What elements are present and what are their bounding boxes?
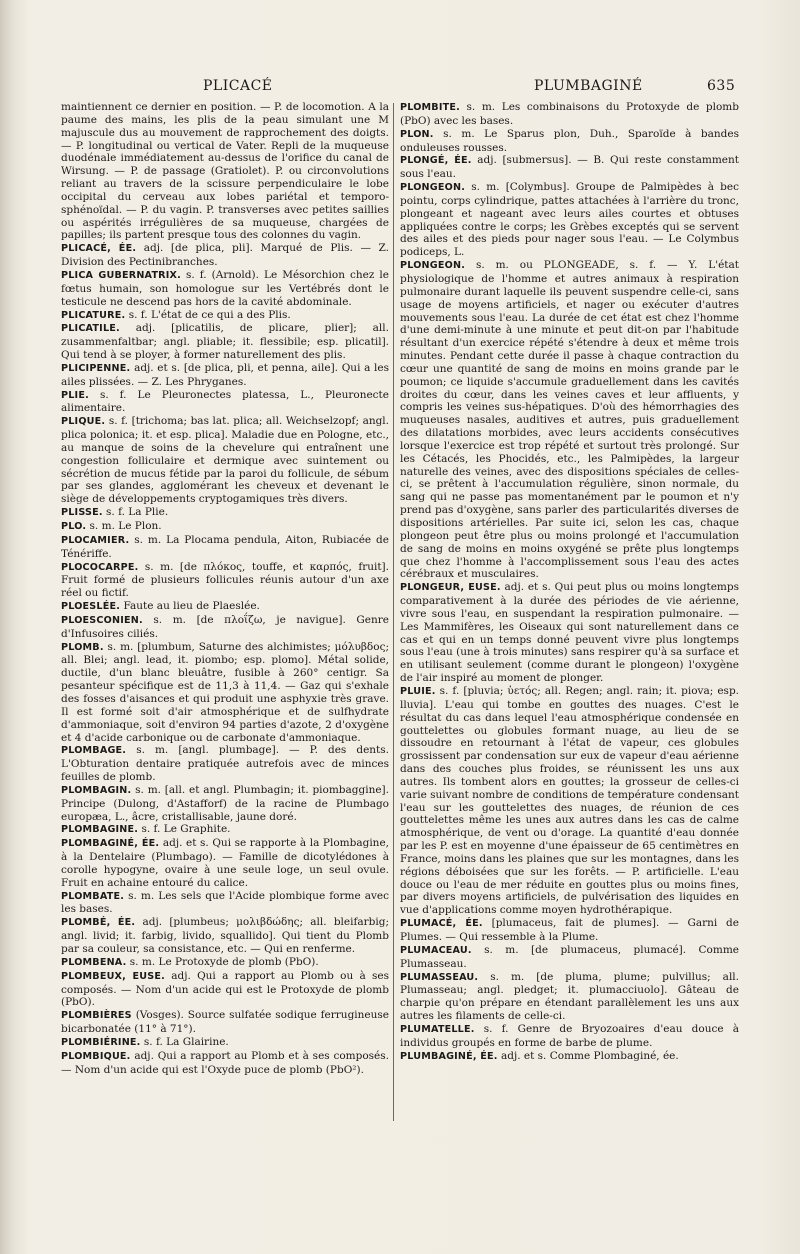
- entry-headword: PLONGÉ, ÉE.: [400, 155, 472, 167]
- dictionary-entry: [61, 309, 389, 323]
- entry-headword: PLUMACEAU.: [400, 944, 472, 956]
- entry-headword: PLONGEUR, EUSE.: [400, 582, 501, 594]
- entry-headword: PLIE.: [61, 389, 89, 401]
- dictionary-entry: [61, 970, 389, 1010]
- dictionary-entry: [61, 415, 389, 506]
- dictionary-entry: [61, 242, 389, 269]
- entry-headword: PLOCOCARPE.: [61, 561, 139, 573]
- entry-headword: PLOMBAGIN.: [61, 784, 132, 796]
- entry-headword: PLOMBENA.: [61, 956, 127, 968]
- entry-definition: adj. et s. [de plica, pli, et penna, aile]. Qui a les ailes plissées. — Z. Les Phryganes.: [61, 361, 389, 388]
- entry-headword: PLICATURE.: [61, 309, 126, 321]
- dictionary-entry: [61, 561, 389, 601]
- column-divider: [393, 103, 394, 1121]
- entry-definition: s. f. (Arnold). Le Mésorchion chez le fœtus humain, son homologue sur les Vertébrés dont le testicule ne descend pas hors de la cavité abdominale.: [61, 268, 389, 308]
- entry-headword: PLUMBAGINÉ, ÉE.: [400, 1050, 498, 1062]
- entry-headword: PLOMBAGE.: [61, 745, 127, 757]
- dictionary-entry: [400, 259, 739, 581]
- dictionary-entry: [61, 1050, 389, 1077]
- entry-definition: s. m. [angl. plumbage]. — P. des dents. L'Obturation dentaire pratiquée autrefois avec de minces feuilles de plomb.: [61, 744, 390, 784]
- entry-definition: s. m. [de plumaceus, plumacé]. Comme Plumasseau.: [400, 943, 739, 970]
- dictionary-entry: [400, 128, 739, 155]
- entry-headword: PLOMBEUX, EUSE.: [61, 970, 165, 982]
- entry-definition: s. m. [de pluma, plume; pulvillus; all. Plumasseau; angl. pledget; it. plumacciuolo]. Gâteau de charpie qu'on prépare en étendant parallèlement les uns aux autres les filaments de celle-ci.: [400, 970, 739, 1023]
- dictionary-entry: [400, 181, 739, 259]
- entry-definition: s. m. [de πλοΐζω, je navigue]. Genre d'Infusoires ciliés.: [61, 613, 389, 640]
- entry-definition: s. f. Le Pleuronectes platessa, L., Pleuronecte alimentaire.: [61, 388, 389, 415]
- dictionary-entry: [61, 389, 389, 416]
- entry-definition: maintiennent ce dernier en position. — P. de locomotion. A la paume des mains, les plis de la peau simulant une M majuscule dus au mouvement de rapprochement des doigts. — P. longitudinal ou vertical de Vater. Repli de la muqueuse duodénale immédiatement au-dessus de l'orifice du canal de Wirsung. — P. de passage (Gratiolet). P. ou circonvolutions reliant au travers de la scissure perpendiculaire le lobe occipital du cerveau aux lobes pariétal et temporo-sphénoïdal. — P. du vagin. P. transverses avec petites saillies ou aspérités irrégulières de sa muqueuse, chargées de papilles; ils partent presque tous des colonnes du vagin.: [61, 101, 389, 242]
- dictionary-entry: [61, 744, 389, 784]
- entry-headword: PLO.: [61, 521, 87, 532]
- dictionary-entry: [61, 823, 389, 837]
- dictionary-entry: [61, 506, 389, 520]
- entry-definition: [plumaceus, fait de plumes]. — Garni de Plumes. — Qui ressemble à la Plume.: [400, 917, 739, 943]
- entry-definition: adj. et s. Qui se rapporte à la Plombagine, à la Dentelaire (Plumbago). — Famille de dicotylédones à corolle hypogyne, ovaire à une seule loge, un seul ovule. Fruit en achaine entouré du calice.: [61, 837, 389, 889]
- dictionary-entry: [400, 685, 739, 917]
- entry-headword: PLISSE.: [61, 507, 103, 519]
- entry-definition: adj. et s. Qui peut plus ou moins longtemps comparativement à la durée des périodes de vie aérienne, vivre sous l'eau, en suspendant la respiration pulmonaire. — Les Mammifères, les Oiseaux qui sont naturellement dans ce cas et qui en un temps donné peuvent vivre plus longtemps sous l'eau (une à trois minutes) sans respirer qu'à sa surface et en utilisant seulement (comme durant le plongeon) l'oxygène de l'air inspiré au moment de plonger.: [400, 581, 739, 685]
- dictionary-entry: [400, 944, 739, 971]
- entry-headword: PLIQUE.: [61, 416, 106, 428]
- dictionary-entry: [400, 917, 739, 944]
- entry-definition: s. m. Le Sparus plon, Duh., Sparoïde à bandes onduleuses rousses.: [400, 127, 739, 154]
- entry-definition: s. m. [all. et angl. Plumbagin; it. piombaggine]. Principe (Dulong, d'Astafforf) de la racine de Plumbago europæa, L., âcre, cristallisable, jaune doré.: [61, 783, 389, 823]
- dictionary-entry: [400, 1023, 739, 1050]
- dictionary-entry: [400, 1050, 739, 1064]
- entry-definition: adj. [submersus]. — B. Qui reste constamment sous l'eau.: [400, 154, 739, 181]
- entry-definition: adj. et s. Comme Plombaginé, ée.: [500, 1049, 679, 1062]
- entry-headword: PLUMASSEAU.: [400, 971, 479, 983]
- entry-headword: PLUMACÉ, ÉE.: [400, 918, 483, 930]
- dictionary-entry: [61, 600, 389, 614]
- entry-headword: PLOMBÉ, ÉE.: [61, 917, 136, 929]
- dictionary-entry: [61, 916, 389, 956]
- entry-definition: adj. Qui a rapport au Plomb ou à ses composés. — Nom d'un acide qui est le Protoxyde de plomb (PbO).: [61, 969, 390, 1009]
- dictionary-entry: [400, 581, 739, 685]
- entry-headword: PLICATILE.: [61, 323, 120, 335]
- right-column: [400, 101, 739, 1063]
- entry-definition: adj. [plumbeus; μολιβδώδης; all. bleifarbig; angl. livid; it. farbig, livido, squallido]. Qui tient du Plomb par sa couleur, sa consistance, etc. — Qui en renferme.: [61, 916, 389, 955]
- entry-definition: s. f. Le Graphite.: [141, 823, 231, 836]
- dictionary-entry: [400, 971, 739, 1023]
- entry-definition: adj. Qui a rapport au Plomb et à ses composés. — Nom d'un acide qui est l'Oxyde puce de plomb (PbO²).: [61, 1049, 389, 1076]
- entry-headword: PLOMBIÈRES: [61, 1010, 132, 1022]
- entry-headword: PLOMBATE.: [61, 890, 125, 902]
- entry-definition: s. m. [Colymbus]. Groupe de Palmipèdes à bec pointu, corps cylindrique, pattes attachées à l'arrière du tronc, plongeant et nageant avec leurs ailes courtes et obtuses appliquées contre le corps; les Grèbes exceptés qui se servent des ailes et des pieds pour nager sous l'eau. — Le Colymbus podiceps, L.: [400, 181, 739, 259]
- entry-definition: s. f. La Glairine.: [143, 1035, 229, 1048]
- left-running-title: PLICACÉ: [203, 78, 273, 94]
- entry-headword: PLON.: [400, 128, 434, 140]
- dictionary-entry: [61, 1009, 389, 1036]
- entry-definition: adj. [de plica, pli]. Marqué de Plis. — Z. Division des Pectinibranches.: [61, 242, 389, 269]
- entry-headword: PLICA GUBERNATRIX.: [61, 269, 181, 281]
- entry-headword: PLOMBAGINE.: [61, 824, 139, 836]
- entry-headword: PLOMBITE.: [400, 102, 460, 113]
- entry-headword: PLONGEON.: [400, 182, 466, 194]
- dictionary-entry: [61, 614, 389, 641]
- dictionary-entry: [61, 101, 389, 242]
- entry-definition: s. m. La Plocama pendula, Aiton, Rubiacée de Ténériffe.: [61, 533, 389, 560]
- dictionary-entry: [61, 534, 389, 561]
- entry-definition: Faute au lieu de Plaeslée.: [123, 600, 260, 613]
- entry-headword: PLOESCONIEN.: [61, 614, 143, 626]
- dictionary-entry: [400, 101, 739, 128]
- entry-definition: s. f. Genre de Bryozoaires d'eau douce à individus groupés en forme de barbe de plume.: [400, 1022, 739, 1049]
- entry-headword: PLONGEON.: [400, 260, 466, 272]
- entry-definition: s. m. Les sels que l'Acide plombique forme avec les bases.: [61, 889, 389, 916]
- entry-headword: PLICACÉ, ÉE.: [61, 243, 137, 255]
- dictionary-entry: [61, 362, 389, 389]
- dictionary-entry: [61, 784, 389, 824]
- page-number: 635: [707, 78, 736, 94]
- entry-headword: PLOMBAGINÉ, ÉE.: [61, 838, 160, 850]
- entry-headword: PLICIPENNE.: [61, 362, 131, 374]
- entry-definition: s. m. [de πλόκος, touffe, et καρπός, fruit]. Fruit formé de plusieurs follicules réunis autour d'un axe réel ou fictif.: [61, 560, 389, 600]
- running-header: [0, 74, 800, 96]
- entry-headword: PLOESLÉE.: [61, 601, 121, 613]
- dictionary-entry: [61, 520, 389, 534]
- entry-headword: PLOCAMIER.: [61, 534, 130, 546]
- entry-definition: s. f. [pluvia; ὑετός; all. Regen; angl. rain; it. piova; esp. lluvia]. L'eau qui tombe en gouttes des nuages. C'est le résultat du cas dans lequel l'eau atmosphérique condensée en gouttelettes ou globules formant nuage, au lieu de se dissoudre en retournant à l'état de vapeur, ces globules grossissent par condensation sur eux de vapeur d'eau aérienne dans des couches plus froides, se réunissent les uns aux autres. Ils tombent alors en gouttes; la grosseur de celles-ci varie suivant nombre de conditions de température condensant l'eau sur les gouttelettes des nuages, de réunion de ces gouttelettes même les unes aux autres dans les cas de calme atmosphérique, de vent ou d'orage. La quantité d'eau donnée par les P. est en moyenne d'une épaisseur de 65 centimètres en France, moins dans les plaines que sur les montagnes, dans les régions déboisées que sur les forêts. — P. artificielle. L'eau douce ou l'eau de mer réduite en gouttes plus ou moins fines, par divers moyens artificiels, de pulvérisation des liquides en vue d'applications comme moyen hydrothérapique.: [400, 684, 740, 917]
- entry-definition: s. f. La Plie.: [106, 506, 169, 519]
- entry-headword: PLOMBIQUE.: [61, 1050, 131, 1062]
- dictionary-entry: [61, 956, 389, 970]
- entry-headword: PLOMBIÉRINE.: [61, 1036, 141, 1048]
- left-column: [61, 101, 389, 1076]
- entry-definition: adj. [plicatilis, de plicare, plier]; all. zusammenfaltbar; angl. pliable; it. flessibile; esp. plicatil]. Qui tend à se ployer, à former naturellement des plis.: [61, 322, 389, 362]
- dictionary-entry: [61, 837, 389, 889]
- entry-headword: PLUIE.: [400, 685, 436, 697]
- dictionary-entry: [61, 890, 389, 917]
- entry-definition: (Vosges). Source sulfatée sodique ferrugineuse bicarbonatée (11° à 71°).: [61, 1009, 389, 1036]
- right-running-title: PLUMBAGINÉ: [534, 78, 643, 94]
- entry-definition: s. f. L'état de ce qui a des Plis.: [128, 308, 291, 321]
- entry-definition: s. f. [trichoma; bas lat. plica; all. Weichselzopf; angl. plica polonica; it. et esp. plica]. Maladie due en Pologne, etc., au manque de soins de la chevelure qui entraînent une congestion folliculaire et dermique avec suintement ou sécrétion de mucus fétide par la paroi du follicule, de sébum par ses glandes, agglomérant les cheveux et devenant le siège de développements cryptogamiques très divers.: [61, 415, 390, 506]
- entry-definition: s. m. [plumbum, Saturne des alchimistes; μόλυβδος; all. Blei; angl. lead, it. piombo; esp. plomo]. Métal solide, ductile, d'un blanc bleuâtre, fusible à 260° centigr. Sa pesanteur spécifique est de 11,3 à 11,4. — Gaz qui s'exhale des fosses d'aisances et qui produit une asphyxie très grave. Il est formé soit d'air atmosphérique et de sulfhydrate d'ammoniaque, soit d'environ 94 parties d'azote, 2 d'oxygène et 4 d'acide carbonique ou de carbonate d'ammoniaque.: [61, 640, 389, 744]
- dictionary-entry: [400, 154, 739, 181]
- dictionary-entry: [61, 641, 389, 745]
- entry-definition: s. m. Le Plon.: [89, 520, 162, 532]
- dictionary-entry: [61, 1036, 389, 1050]
- entry-definition: s. m. Le Protoxyde de plomb (PbO).: [129, 955, 319, 968]
- dictionary-entry: [61, 322, 389, 362]
- entry-definition: s. m. ou PLONGEADE, s. f. — Y. L'état physiologique de l'homme et autres animaux à respiration pulmonaire durant laquelle ils peuvent suspendre celle-ci, sans usage de moyens artificiels, et nager ou exécuter d'autres mouvements sous l'eau. La durée de cet état est chez l'homme d'une demi-minute à une minute et peut dit-on par l'habitude résultant d'un exercice répété s'étendre à deux et même trois minutes. Pendant cette durée il passe à chaque contraction du cœur une quantité de sang de moins en moins grande par le poumon; ce liquide s'accumule graduellement dans les cavités droites du cœur, dans les veines caves et leur affluents, y compris les veines sus-hépatiques. D'où des hémorrhagies des muqueuses nasales, auditives et autres, puis graduellement des dilatations morbides, avec leurs accidents consécutives lorsque l'exercice est trop répété et surtout très prolongé. Sur les Cétacés, les Phocidés, etc., les Palmipèdes, la largeur naturelle des veines, avec des dispositions spéciales de celles-ci, se prêtent à l'accumulation régulière, sinon normale, du sang qui ne passe pas momentanément par le poumon et n'y prend pas d'oxygène, sans parler des particularités diverses de dispositions artérielles. Par suite ici, selon les cas, chaque plongeon peut être plus ou moins prolongé et l'accumulation de sang de moins en moins oxygéné se prête plus longtemps que chez l'homme à l'accomplissement sous l'eau des actes cérébraux et musculaires.: [400, 259, 739, 581]
- dictionary-entry: [61, 269, 389, 309]
- entry-definition: s. m. Les combinaisons du Protoxyde de plomb (PbO) avec les bases.: [400, 101, 739, 127]
- entry-headword: PLUMATELLE.: [400, 1023, 475, 1035]
- entry-headword: PLOMB.: [61, 641, 104, 653]
